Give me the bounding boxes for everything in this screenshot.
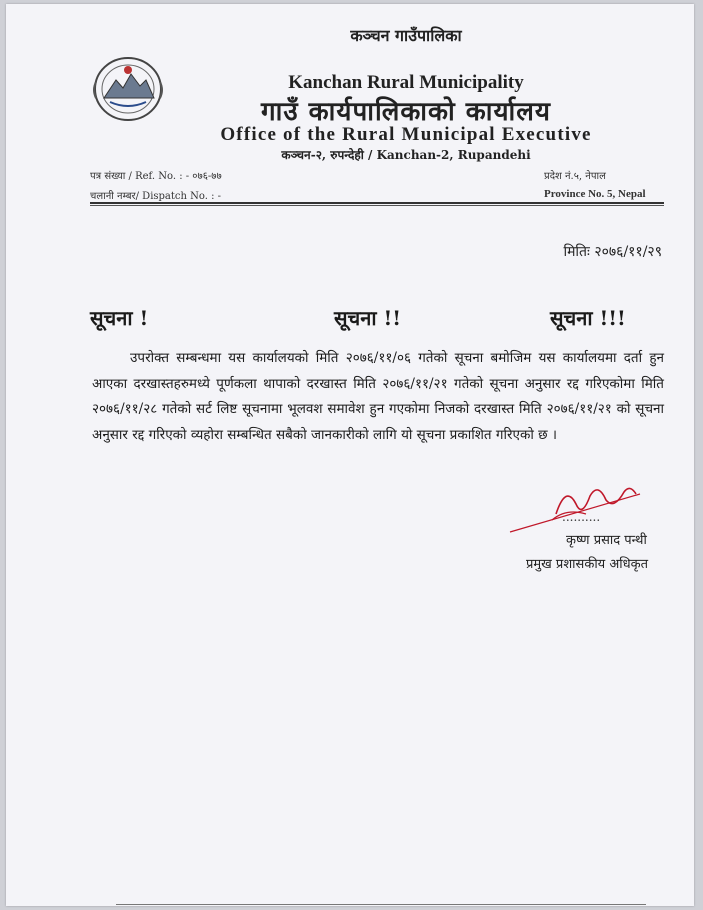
province-english: Province No. 5, Nepal xyxy=(544,188,646,200)
notice-heading-1: सूचना ! xyxy=(90,306,149,330)
notice-heading-3: सूचना !!! xyxy=(550,306,626,330)
header-divider xyxy=(90,202,664,204)
notice-body: उपरोक्त सम्बन्धमा यस कार्यालयको मिति २०७६/११/०६ गतेको सूचना बमोजिम यस कार्यालयमा दर्ता हुन आएका दरखास्तहरुमध्ये पूर्णकला थापाको दरखास्त मिति २०७६/११/२१ गतेको सूचना अनुसार रद्द गरिएकोमा मिति २०७६/११/२८ गतेको सर्ट लिष्ट सूचनामा भूलवश समावेश हुन गएकोमा निजको दरखास्त मिति २०७६/११/२१ को सूचना अनुसार रद्द गरिएको व्यहोरा सम्बन्धित सबैको जानकारीको लागि यो सूचना प्रकाशित गरिएको छ । xyxy=(92,350,664,443)
footer-divider xyxy=(116,904,646,905)
letter-page xyxy=(6,4,694,906)
signature-line: .......... xyxy=(562,510,601,524)
office-address: कञ्चन-२, रुपन्देही / Kanchan-2, Rupandehi xyxy=(281,148,531,162)
office-name-english: Office of the Rural Municipal Executive xyxy=(220,124,592,145)
dispatch-number: चलानी नम्बर/ Dispatch No. : - xyxy=(90,191,222,202)
signatory-title: प्रमुख प्रशासकीय अधिकृत xyxy=(526,557,649,572)
municipality-name-english: Kanchan Rural Municipality xyxy=(288,72,524,93)
municipality-name-nepali: कञ्चन गाउँपालिका xyxy=(350,26,462,45)
ref-number: पत्र संख्या / Ref. No. : - ०७६-७७ xyxy=(90,171,222,182)
notice-heading-2: सूचना !! xyxy=(334,306,402,330)
office-name-nepali: गाउँ कार्यपालिकाको कार्यालय xyxy=(261,97,551,127)
letter-date: मितिः २०७६/११/२९ xyxy=(563,244,662,260)
signatory-name: कृष्ण प्रसाद पन्थी xyxy=(566,533,647,548)
header-divider-thin xyxy=(90,205,664,206)
province-nepali: प्रदेश नं.५, नेपाल xyxy=(544,171,606,182)
